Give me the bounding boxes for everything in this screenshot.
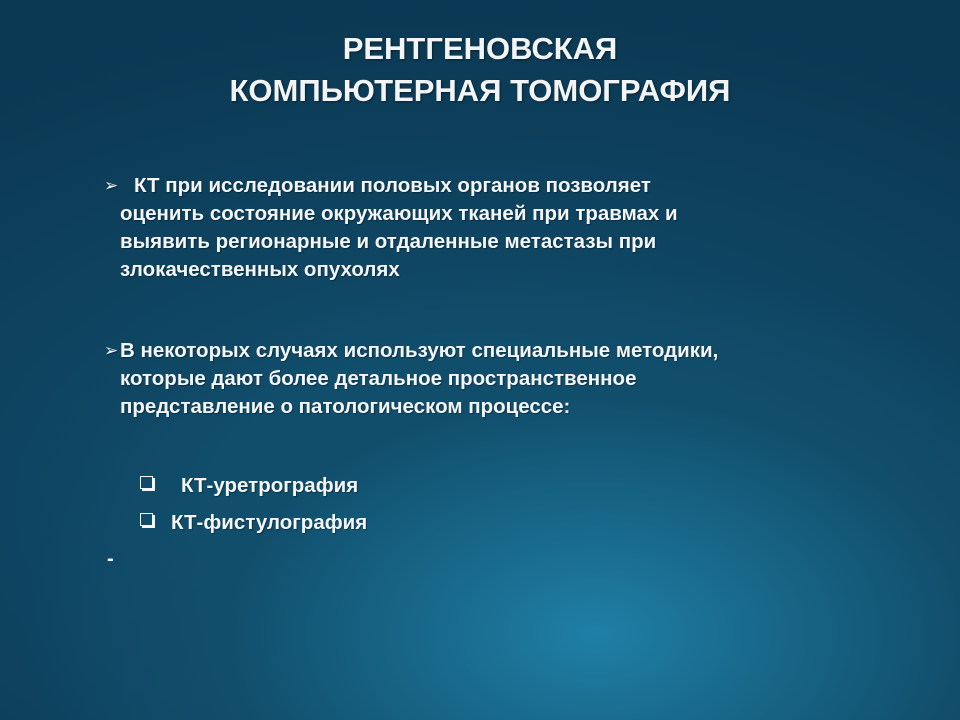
- sub-item-ct-urethrography: [140, 472, 358, 500]
- slide-title-line-1: РЕНТГЕНОВСКАЯ: [342, 31, 618, 66]
- bullet-line: представление о патологическом процессе:: [120, 395, 571, 418]
- bullet-line: злокачественных опухолях: [120, 258, 400, 281]
- arrow-bullet-icon: ➢: [104, 176, 119, 196]
- checkbox-bullet-icon: [140, 513, 153, 526]
- bullet-special-methods: [104, 337, 904, 421]
- checkbox-bullet-icon: [140, 476, 153, 489]
- sub-item-label: КТ-уретрография: [181, 474, 359, 497]
- bullet-line: В некоторых случаях используют специальные методики,: [120, 339, 719, 362]
- bullet-line: выявить регионарные и отдаленные метастазы при: [120, 230, 657, 253]
- bullet-ct-genital-organs: [104, 172, 864, 284]
- slide-title: [0, 28, 960, 112]
- sub-item-ct-fistulography: [140, 509, 367, 537]
- trailing-dash: -: [107, 548, 114, 570]
- slide-title-line-2: КОМПЬЮТЕРНАЯ ТОМОГРАФИЯ: [229, 73, 731, 108]
- bullet-line: КТ при исследовании половых органов позволяет: [134, 174, 651, 197]
- bullet-line: которые дают более детальное пространственное: [120, 367, 637, 390]
- arrow-bullet-icon: ➢: [104, 341, 119, 361]
- bullet-line: оценить состояние окружающих тканей при травмах и: [120, 202, 678, 225]
- sub-item-label: КТ-фистулография: [171, 511, 368, 534]
